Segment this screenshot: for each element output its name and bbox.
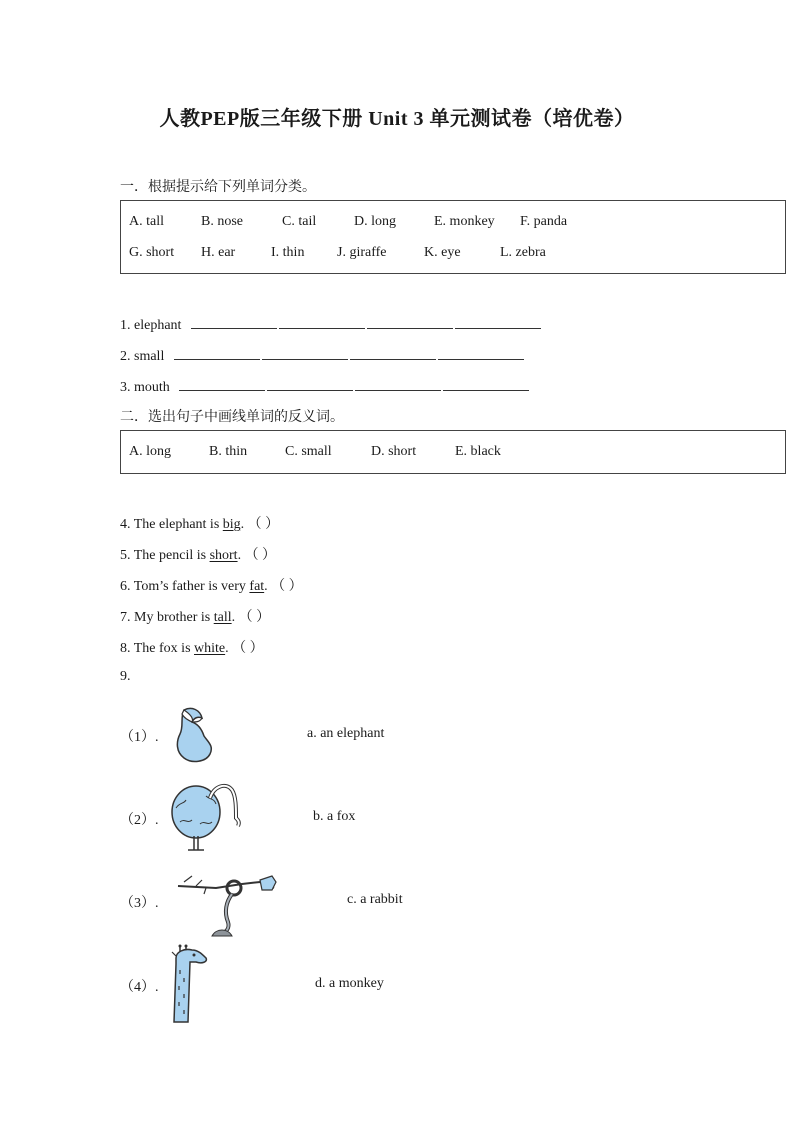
match-label-1: （1）. [120, 730, 159, 745]
monkey-tail-icon [176, 872, 278, 940]
answer-blank[interactable] [279, 314, 365, 329]
match-label-3: （3）. [120, 896, 159, 911]
question-7 [120, 606, 270, 626]
match-label-2: （2）. [120, 813, 159, 828]
q7-text: 7. My brother is [120, 610, 214, 625]
q4-underlined-word: big [222, 517, 241, 532]
word-l: L. zebra [500, 245, 546, 260]
option-b: B. thin [209, 444, 248, 459]
section-1-heading: 一．根据提示给下列单词分类。 [120, 179, 316, 195]
match-label-4: （4）. [120, 980, 159, 995]
match-answer-d[interactable]: d. a monkey [315, 976, 384, 991]
item-1-label: 1. elephant [120, 318, 182, 333]
answer-blank[interactable] [179, 376, 265, 391]
question-9-number: 9. [120, 669, 131, 684]
q6-text: 6. Tom’s father is very [120, 579, 250, 594]
q8-bracket[interactable]: . （ ） [225, 641, 264, 656]
fox-tail-icon [170, 706, 220, 766]
word-j: J. giraffe [337, 245, 387, 260]
section-2-heading: 二．选出句子中画线单词的反义词。 [120, 409, 344, 425]
q6-underlined-word: fat [249, 579, 265, 594]
answer-blank[interactable] [350, 345, 436, 360]
q8-underlined-word: white [194, 641, 226, 656]
page-title: 人教PEP版三年级下册 Unit 3 单元测试卷（培优卷） [159, 108, 635, 130]
word-bank-1 [120, 200, 786, 274]
answer-blank[interactable] [174, 345, 260, 360]
answer-blank[interactable] [191, 314, 277, 329]
answer-blank[interactable] [438, 345, 524, 360]
answer-blank[interactable] [355, 376, 441, 391]
word-i: I. thin [271, 245, 305, 260]
item-1 [120, 314, 543, 334]
option-d: D. short [371, 444, 417, 459]
word-h: H. ear [201, 245, 236, 260]
answer-blank[interactable] [443, 376, 529, 391]
match-answer-b[interactable]: b. a fox [313, 809, 356, 824]
q5-bracket[interactable]: . （ ） [237, 548, 277, 563]
word-e: E. monkey [434, 214, 495, 229]
question-5 [120, 544, 276, 564]
q5-underlined-word: short [209, 548, 238, 563]
question-4 [120, 513, 279, 533]
option-c: C. small [285, 444, 332, 459]
match-answer-a[interactable]: a. an elephant [307, 726, 385, 741]
word-b: B. nose [201, 214, 243, 229]
word-a: A. tall [129, 214, 164, 229]
answer-blank[interactable] [455, 314, 541, 329]
question-6 [120, 575, 303, 595]
giraffe-neck-icon [166, 944, 214, 1024]
item-3 [120, 376, 531, 396]
q6-bracket[interactable]: . （ ） [264, 579, 303, 594]
elephant-trunk-icon [166, 778, 242, 854]
option-e: E. black [455, 444, 501, 459]
word-g: G. short [129, 245, 175, 260]
q8-text: 8. The fox is [120, 641, 195, 656]
match-answer-c[interactable]: c. a rabbit [347, 892, 403, 907]
item-2 [120, 345, 526, 365]
q5-text: 5. The pencil is [120, 548, 210, 563]
answer-blank[interactable] [367, 314, 453, 329]
q7-underlined-word: tall [213, 610, 232, 625]
word-c: C. tail [282, 214, 317, 229]
item-2-label: 2. small [120, 349, 165, 364]
answer-blank[interactable] [267, 376, 353, 391]
item-3-label: 3. mouth [120, 380, 170, 395]
word-f: F. panda [520, 214, 568, 229]
question-8 [120, 637, 264, 657]
option-a: A. long [129, 444, 171, 459]
word-d: D. long [354, 214, 396, 229]
q4-bracket[interactable]: . （ ） [240, 517, 280, 532]
q7-bracket[interactable]: . （ ） [231, 610, 271, 625]
word-k: K. eye [424, 245, 461, 260]
answer-blank[interactable] [262, 345, 348, 360]
q4-text: 4. The elephant is [120, 517, 223, 532]
